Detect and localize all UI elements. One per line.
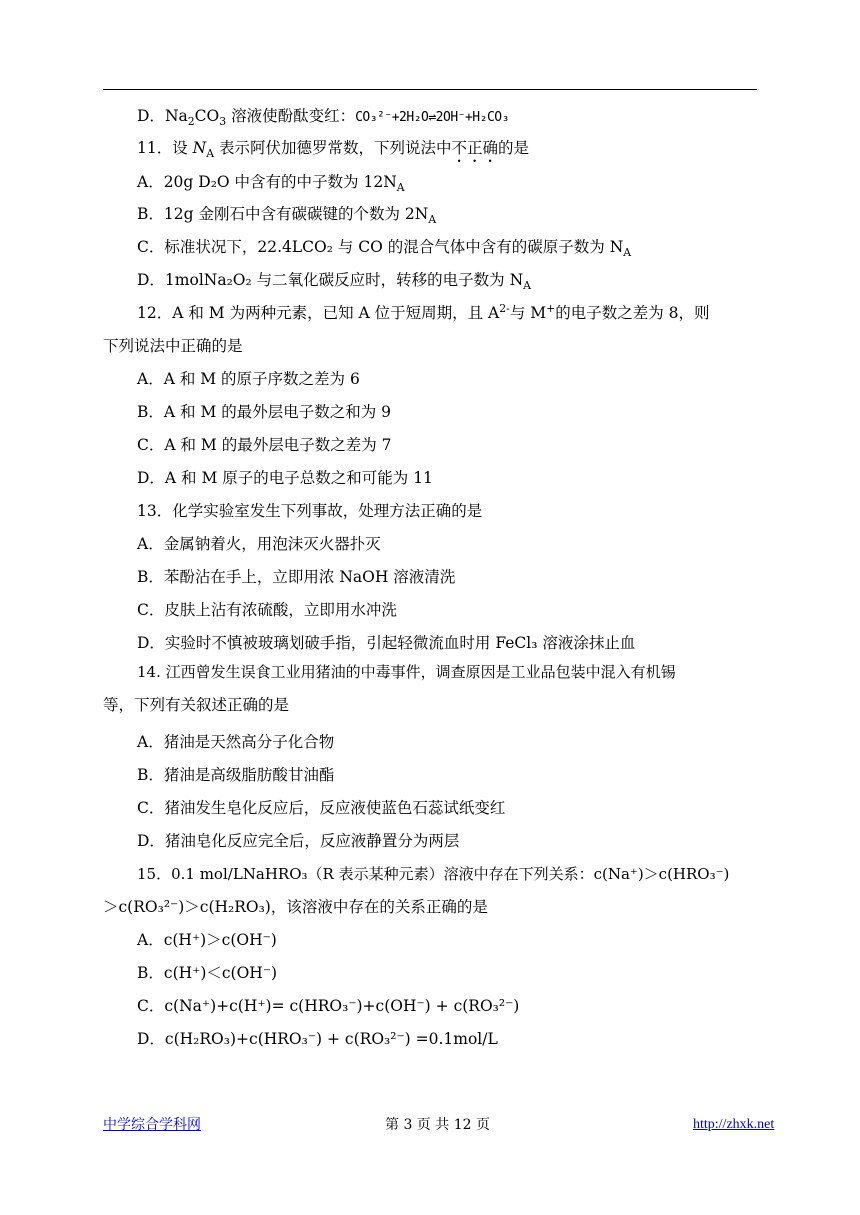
- q14-option-c: C．猪油发生皂化反应后，反应液使蓝色石蕊试纸变红: [137, 799, 506, 817]
- q11-option-c: C．标准状况下，22.4LCO₂ 与 CO 的混合气体中含有的碳原子数为 $N_A$: [137, 238, 632, 260]
- q15-option-c: C．c(Na⁺)+c(H⁺)= c(HRO₃⁻)+c(OH⁻) + c(RO₃²⁻): [137, 997, 520, 1015]
- q14-option-a: A．猪油是天然高分子化合物: [137, 733, 335, 751]
- q15-option-b: B．c(H⁺)＜c(OH⁻): [137, 964, 278, 982]
- footer-url-link[interactable]: http://zhxk.net: [693, 1117, 775, 1132]
- q14-option-b: B．猪油是高级脂肪酸甘油酯: [137, 766, 335, 784]
- q11-stem: 11．设 $N_A$ 表示阿伏加德罗常数，下列说法中不正确的是: [137, 139, 530, 161]
- q12-option-d: D．A 和 M 原子的电子总数之和可能为 11: [137, 469, 433, 487]
- q10-option-d: D．$Na_2CO_3$ 溶液使酚酞变红：CO₃²⁻+2H₂O⇌2OH⁻+H₂CO₃: [137, 107, 509, 129]
- q15-option-d: D．c(H₂RO₃)+c(HRO₃⁻) + c(RO₃²⁻) =0.1mol/L: [137, 1030, 498, 1048]
- q12-stem-cont: 下列说法中正确的是: [103, 337, 243, 355]
- footer-site-link[interactable]: 中学综合学科网: [103, 1117, 201, 1133]
- q13-option-a: A．金属钠着火，用泡沫灭火器扑灭: [137, 535, 381, 553]
- q15-stem: 15．0.1 mol/LNaHRO₃（R 表示某种元素）溶液中存在下列关系：c(Na⁺)＞c(HRO₃⁻): [137, 865, 730, 883]
- q14-stem: 14. 江西曾发生误食工业用猪油的中毒事件，调查原因是工业品包装中混入有机锡: [137, 663, 676, 681]
- q12-stem: 12．A 和 M 为两种元素，已知 A 位于短周期，且 $A^{2-}$与 M+的电子数之差为 8，则: [137, 301, 710, 322]
- q12-option-b: B．A 和 M 的最外层电子数之和为 9: [137, 403, 392, 421]
- q13-option-c: C．皮肤上沾有浓硫酸，立即用水冲洗: [137, 601, 397, 619]
- emphasis-not-correct: 不正确: [451, 139, 499, 157]
- q12-option-c: C．A 和 M 的最外层电子数之差为 7: [137, 436, 392, 454]
- hydrolysis-equation: CO₃²⁻+2H₂O⇌2OH⁻+H₂CO₃: [355, 110, 509, 125]
- q14-option-d: D．猪油皂化反应完全后，反应液静置分为两层: [137, 832, 460, 850]
- q15-stem-cont: ＞c(RO₃²⁻)＞c(H₂RO₃)，该溶液中存在的关系正确的是: [103, 898, 488, 916]
- q11-option-d: D．1molNa₂O₂ 与二氧化碳反应时，转移的电子数为 $N_A$: [137, 271, 531, 293]
- q11-option-b: B．12g 金刚石中含有碳碳键的个数为 $2N_A$: [137, 205, 437, 227]
- q13-option-d: D．实验时不慎被玻璃划破手指，引起轻微流血时用 FeCl₃ 溶液涂抹止血: [137, 634, 636, 652]
- q13-option-b: B．苯酚沾在手上，立即用浓 NaOH 溶液清洗: [137, 568, 456, 586]
- q12-option-a: A．A 和 M 的原子序数之差为 6: [137, 370, 360, 388]
- q14-stem-cont: 等，下列有关叙述正确的是: [103, 696, 290, 714]
- q15-option-a: A．c(H⁺)＞c(OH⁻): [137, 931, 277, 949]
- q13-stem: 13．化学实验室发生下列事故，处理方法正确的是: [137, 502, 483, 520]
- header-rule: [103, 89, 757, 90]
- q11-option-a: A．20g D₂O 中含有的中子数为 $12N_A$: [137, 173, 405, 195]
- footer-page-number: 第 3 页 共 12 页: [385, 1117, 490, 1133]
